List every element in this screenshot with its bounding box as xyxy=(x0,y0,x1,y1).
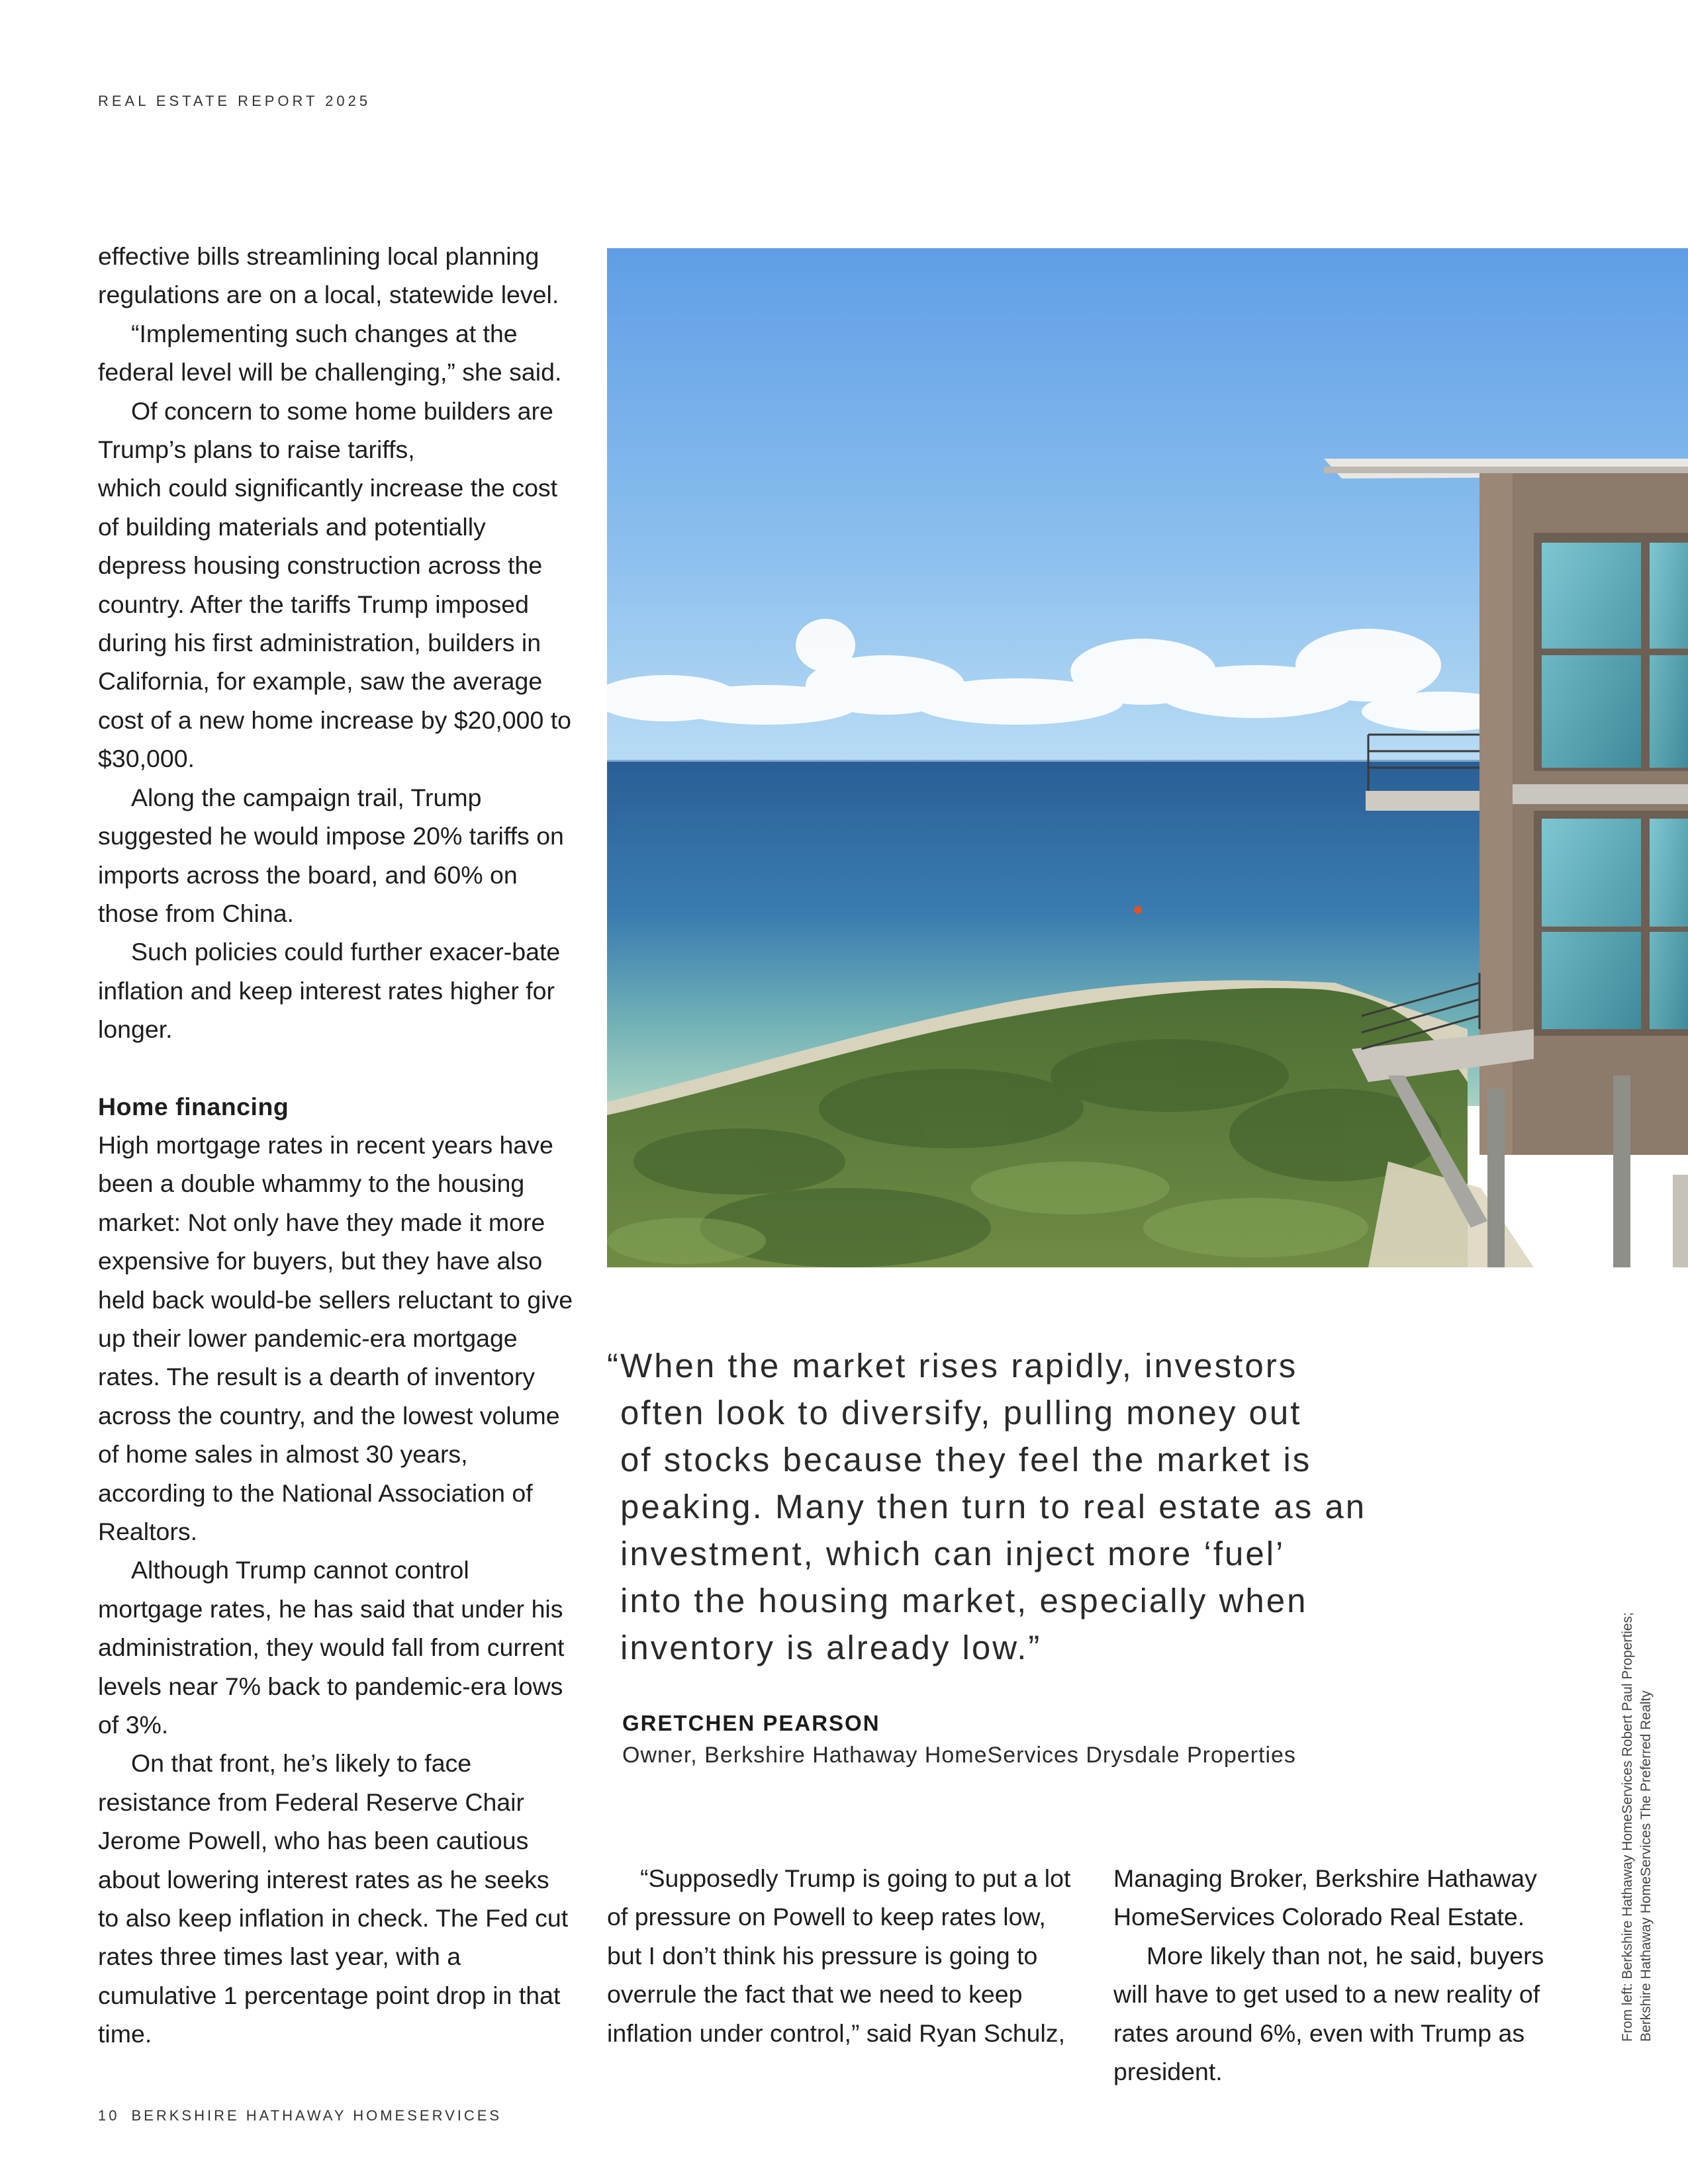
beach-house-photo xyxy=(607,248,1688,1267)
page-number: 10 xyxy=(98,2107,120,2124)
page-footer xyxy=(98,2107,502,2124)
paragraph: High mortgage rates in recent years have been a double whammy to the housing market: Not only have they made it more expensive for buyers, but they have also held back would-be sellers reluctant to give up their lower pandemic-era mortgage rates. The result is a dearth of inventory across the country, and the lowest volume of home sales in almost 30 years, according to the National Association of Realtors. xyxy=(98,1130,573,1545)
quote-line: investment, which can inject more ‘fuel’ xyxy=(620,1535,1286,1572)
footer-brand: BERKSHIRE HATHAWAY HOMESERVICES xyxy=(131,2107,502,2124)
paragraph: which could significantly increase the cost of building materials and potentially depress housing construction across the country. After the tariffs Trump imposed during his first administration, builders in California, for example, saw the average cost of a new home increase by $20,000 to $30,000. xyxy=(98,474,572,773)
paragraph: On that front, he’s likely to face resistance from Federal Reserve Chair Jerome Powell, who has been cautious about lowering interest rates as he seeks to also keep inflation in check. The Fed cut rates three times last year, with a cumulative 1 percentage point drop in that time. xyxy=(98,1749,569,2048)
running-head: REAL ESTATE REPORT 2025 xyxy=(98,93,371,109)
quote-line: of stocks because they feel the market is xyxy=(620,1441,1312,1479)
paragraph: Although Trump cannot control mortgage rates, he has said that under his administration, they would fall from current levels near 7% back to pandemic-era lows of 3%. xyxy=(98,1556,565,1739)
bottom-middle-column xyxy=(607,1859,1074,2052)
quote-line: “When the market rises rapidly, investors xyxy=(607,1347,1298,1385)
section-heading: Home financing xyxy=(98,1092,289,1120)
paragraph: Of concern to some home builders are Trump’s plans to raise tariffs, xyxy=(98,396,553,464)
quote-attribution-name: GRETCHEN PEARSON xyxy=(622,1711,880,1735)
quote-line: peaking. Many then turn to real estate as an xyxy=(620,1488,1367,1525)
photo-credit-line: From left: Berkshire Hathaway HomeServices Robert Paul Properties; xyxy=(1620,1612,1635,2042)
bottom-right-column xyxy=(1113,1859,1580,2091)
left-column xyxy=(98,237,575,2054)
photo-credit-line: Berkshire Hathaway HomeServices The Preferred Realty xyxy=(1638,1690,1654,2042)
paragraph: More likely than not, he said, buyers will have to get used to a new reality of rates around 6%, even with Trump as president. xyxy=(1113,1941,1544,2086)
quote-line: into the housing market, especially when xyxy=(620,1582,1308,1619)
quote-line: often look to diversify, pulling money out xyxy=(620,1394,1302,1432)
quote-line: inventory is already low.” xyxy=(620,1629,1042,1666)
paragraph: Along the campaign trail, Trump suggested he would impose 20% tariffs on imports across the board, and 60% on those from China. xyxy=(98,783,564,927)
paragraph: Such policies could further exacer-bate inflation and keep interest rates higher for longer. xyxy=(98,938,561,1044)
paragraph: “Supposedly Trump is going to put a lot of pressure on Powell to keep rates low, but I don’t think his pressure is going to overrule the fact that we need to keep inflation under control,” said Ryan Schulz, xyxy=(607,1864,1071,2047)
paragraph: “Implementing such changes at the federal level will be challenging,” she said. xyxy=(98,319,562,387)
paragraph: Managing Broker, Berkshire Hathaway HomeServices Colorado Real Estate. xyxy=(1113,1864,1537,1931)
quote-attribution-title: Owner, Berkshire Hathaway HomeServices Drysdale Properties xyxy=(622,1743,1296,1768)
photo-credit xyxy=(1618,1578,1656,2042)
pull-quote xyxy=(607,1342,1441,1671)
paragraph: effective bills streamlining local planning regulations are on a local, statewide level. xyxy=(98,242,559,309)
